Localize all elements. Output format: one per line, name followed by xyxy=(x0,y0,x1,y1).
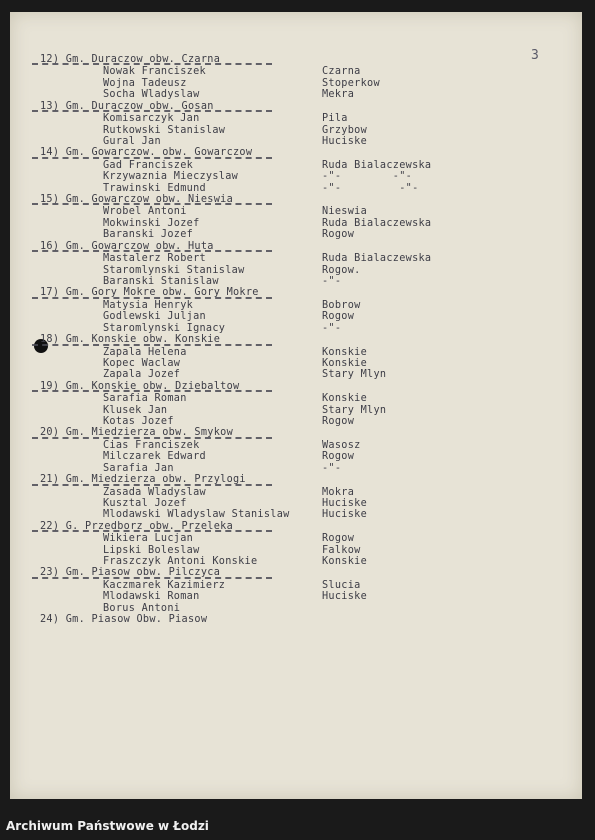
person-place: Konskie xyxy=(322,556,368,568)
section-heading: 18) Gm. Konskie obw. Konskie xyxy=(40,334,221,346)
person-place: Huciske xyxy=(322,135,368,147)
person-name: Mastalerz Robert xyxy=(103,253,206,265)
person-name: Klusek Jan xyxy=(103,404,168,416)
section-heading: 23) Gm. Piasow obw. Pilczyca xyxy=(40,567,221,579)
person-place: Mekra xyxy=(322,89,355,101)
person-place: Rogow xyxy=(322,416,355,428)
person-name: Mlodawski Wladyslaw Stanislaw xyxy=(103,509,290,521)
person-place: Grzybow xyxy=(322,124,368,136)
section-rule xyxy=(32,157,272,159)
section-rule xyxy=(32,63,272,65)
section-heading: 21) Gm. Miedzierza obw. Przylogi xyxy=(40,474,246,486)
person-place: Rogow xyxy=(322,311,355,323)
person-place: Rogow xyxy=(322,451,355,463)
person-name: Zasada Wladyslaw xyxy=(103,486,206,498)
person-name: Kusztal Jozef xyxy=(103,497,187,509)
person-name: Rutkowski Stanislaw xyxy=(103,124,226,136)
section-heading: 14) Gm. Gowarczow. obw. Gowarczow xyxy=(40,147,253,159)
person-name: Baranski Jozef xyxy=(103,229,194,241)
person-name: Matysia Henryk xyxy=(103,299,194,311)
section-rule xyxy=(32,390,272,392)
section-rule xyxy=(32,250,272,252)
person-name: Baranski Stanislaw xyxy=(103,275,219,287)
section-heading: 22) G. Przedborz obw. Przeleka xyxy=(40,520,234,532)
person-name: Staromlynski Stanislaw xyxy=(103,264,245,276)
person-name: Kotas Jozef xyxy=(103,416,174,428)
person-place: Mokra xyxy=(322,486,355,498)
section-rule xyxy=(32,110,272,112)
page-number-mark: 3 xyxy=(531,48,539,63)
person-place: -"- -"- xyxy=(322,171,413,183)
person-name: Kaczmarek Kazimierz xyxy=(103,579,226,591)
person-name: Godlewski Juljan xyxy=(103,311,206,323)
person-name: Mokwinski Jozef xyxy=(103,217,200,229)
section-heading: 16) Gm. Gowarczow obw. Huta xyxy=(40,240,214,252)
person-place: Konskie xyxy=(322,393,368,405)
person-name: Nowak Franciszek xyxy=(103,66,206,78)
person-name: Mlodawski Roman xyxy=(103,591,200,603)
section-heading: 19) Gm. Konskie obw. Dziebaltow xyxy=(40,380,240,392)
person-place: Slucia xyxy=(322,579,361,591)
person-name: Zapala Jozef xyxy=(103,369,181,381)
person-name: Krzywaznia Mieczyslaw xyxy=(103,171,239,183)
person-name: Milczarek Edward xyxy=(103,451,206,463)
person-place: Stary Mlyn xyxy=(322,404,387,416)
person-name: Socha Wladyslaw xyxy=(103,89,200,101)
person-name: Wikiera Lucjan xyxy=(103,533,194,545)
person-name: Fraszczyk Antoni Konskie xyxy=(103,556,258,568)
person-place: Rogow xyxy=(322,229,355,241)
person-name: Staromlynski Ignacy xyxy=(103,322,226,334)
archive-footer: Archiwum Państwowe w Łodzi xyxy=(0,812,595,840)
section-heading: 20) Gm. Miedzierza obw. Smykow xyxy=(40,427,234,439)
person-place: Wasosz xyxy=(322,439,361,451)
person-place: Stoperkow xyxy=(322,77,380,89)
person-name: Wrobel Antoni xyxy=(103,206,187,218)
person-place: Bobrow xyxy=(322,299,361,311)
section-rule xyxy=(32,203,272,205)
person-name: Wojna Tadeusz xyxy=(103,77,187,89)
document-page xyxy=(10,12,582,799)
person-name: Zapala Helena xyxy=(103,346,187,358)
person-name: Gad Franciszek xyxy=(103,159,194,171)
person-place: Ruda Bialaczewska xyxy=(322,217,432,229)
person-place: Konskie xyxy=(322,357,368,369)
section-heading: 12) Gm. Duraczow obw. Czarna xyxy=(40,54,221,65)
person-place: -"- xyxy=(322,462,342,474)
person-place: Huciske xyxy=(322,497,368,509)
section-rule xyxy=(32,344,272,346)
person-place: Ruda Bialaczewska xyxy=(322,253,432,265)
person-place: -"- xyxy=(322,322,342,334)
person-name: Gural Jan xyxy=(103,135,161,147)
person-name: Sarafia Roman xyxy=(103,393,187,405)
section-rule xyxy=(32,437,272,439)
section-rule xyxy=(32,484,272,486)
section-heading: 15) Gm. Gowarczow obw. Nieswia xyxy=(40,194,234,206)
person-name: Lipski Boleslaw xyxy=(103,544,200,556)
section-rule xyxy=(32,577,272,579)
section-heading: 24) Gm. Piasow Obw. Piasow xyxy=(40,614,208,626)
person-place: Huciske xyxy=(322,591,368,603)
person-place: Konskie xyxy=(322,346,368,358)
section-heading: 13) Gm. Duraczow obw. Gosan xyxy=(40,100,214,112)
person-place: Czarna xyxy=(322,66,361,78)
person-name: Trawinski Edmund xyxy=(103,182,206,194)
person-place: Ruda Bialaczewska xyxy=(322,159,432,171)
person-place: Huciske xyxy=(322,509,368,521)
section-rule xyxy=(32,297,272,299)
person-place: Rogow xyxy=(322,533,355,545)
person-place: Nieswia xyxy=(322,206,368,218)
person-place: -"- xyxy=(322,275,342,287)
person-place: Rogow. xyxy=(322,264,361,276)
section-heading: 17) Gm. Gory Mokre obw. Gory Mokre xyxy=(40,287,259,299)
person-place: -"- -"- xyxy=(322,182,419,194)
person-name: Borus Antoni xyxy=(103,602,181,614)
person-place: Pila xyxy=(322,113,348,125)
person-place: Falkow xyxy=(322,544,361,556)
person-place: Stary Mlyn xyxy=(322,369,387,381)
person-name: Kopec Waclaw xyxy=(103,357,181,369)
section-rule xyxy=(32,530,272,532)
person-name: Sarafia Jan xyxy=(103,462,174,474)
person-name: Komisarczyk Jan xyxy=(103,113,200,125)
person-name: Cias Franciszek xyxy=(103,439,200,451)
